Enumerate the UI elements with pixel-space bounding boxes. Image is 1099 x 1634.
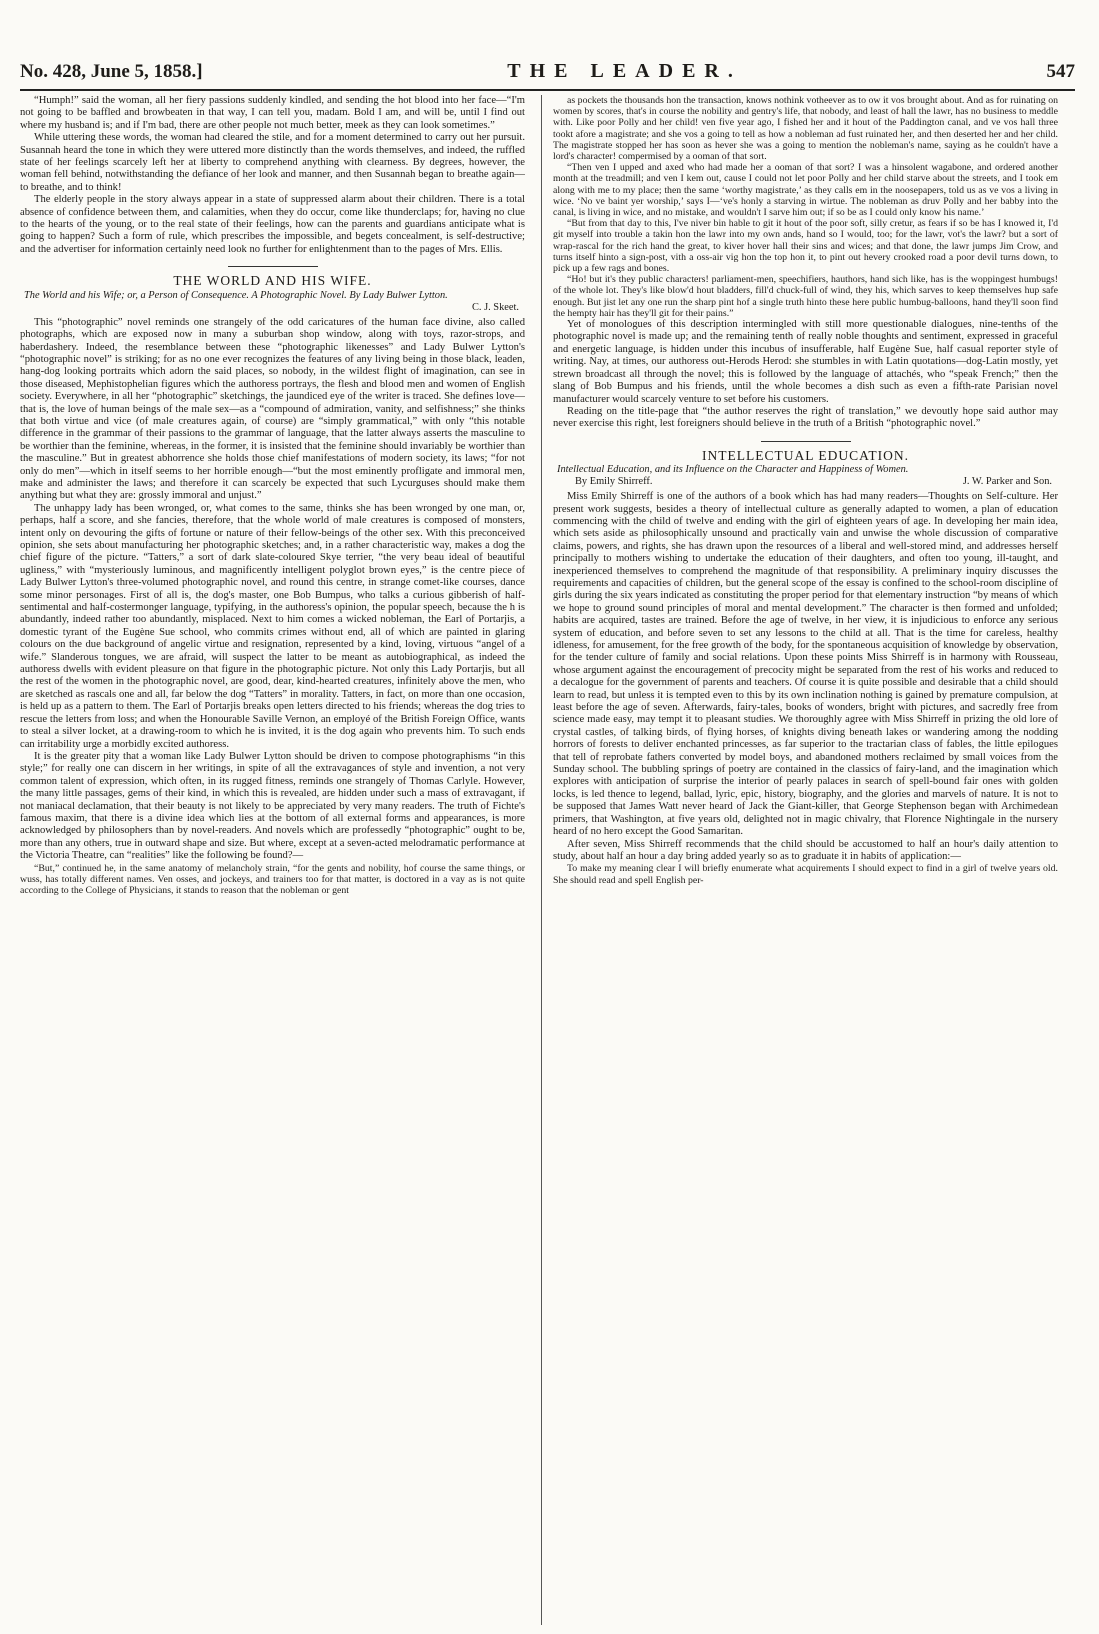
publisher-line (553, 476, 1058, 491)
byline: By Emily Shirreff. (575, 476, 653, 488)
quoted-passage: as pockets the thousands hon the transaction, knows nothink votheever as to ow it vos brought about. And as for ruinating on women by scores, that's in course the nobility and gentry's life, that nobody, and least of hall the lawr, has no business to meddle with. Like poor Polly and her child! ven five year ago, I fished her and it hout of the Paddington canal, and ve vos hall three tookt afore a magistrate; and she vos a going to tell as how a nobleman ad fust ruinated her, and then deserted her and her child. The magistrate stopped her has soon as hever she was a going to mention the nobleman's name, saying as he couldn't have a lord's character! compermised by a ooman of that sort. (553, 95, 1058, 163)
issue-date: No. 428, June 5, 1858.] (20, 61, 203, 82)
publisher: J. W. Parker and Son. (962, 476, 1052, 488)
section-rule (228, 266, 318, 267)
page-number: 547 (1046, 61, 1075, 82)
article-heading: INTELLECTUAL EDUCATION. (702, 447, 909, 463)
paragraph: After seven, Miss Shirreff recommends that the child should be accustomed to half an hour's daily attention to study, about half an hour a day bring added yearly so as to graduate it in habits of application:— (553, 838, 1058, 862)
book-title: Intellectual Education, and its Influence on the Character and Happiness of Women. (557, 464, 909, 476)
quoted-passage: “But,” continued he, in the same anatomy of melancholy strain, “for the gents and nobility, hof course the same things, or wuss, has totally different names. Ven osses, and jockeys, and trainers too for that matter, is doctored in a vay as is not quite according to the College of Physicians, it stands to reason that the nobleman or gent (20, 862, 525, 896)
section-rule (761, 441, 851, 442)
newspaper-title: THE LEADER. (507, 60, 742, 82)
paragraph: This “photographic” novel reminds one strangely of the odd caricatures of the human face divine, also called photographs, which are exposed now in many a suburban shop window, along with toys, razor-strops, and haberdashery. Indeed, the resemblance between these “photographic likenesses” and Lady Bulwer Lytton's “photographic novel” is striking; for as no one ever recognizes the features of any living being in those black, leaden, hang-dog looking portraits which adorn the said places, so nobody, in the wildest flight of imagination, can see in those diseased, Mephistophelian figures which the authoress portrays, the flesh and blood men and women of English society. Everywhere, in all her “photographic” sketchings, the jaundiced eye of the writer is traced. She defines love—that is, the love of human beings of the male sex—as a “compound of admiration, vanity, and selfishness;” she thinks that both virtue and vice (of male creatures again, of course) are “simply grammatical,” with only “this notable difference in the grammar of their passions to the grammar of language, that the latter always asserts the masculine to be worthier than the feminine, whereas, in the former, it is insisted that the feminine should invariably be worthier than the masculine.” But in greatest abhorrence she holds those chief manifestations of modern society, its laws; “for not only do men”—which in itself seems to her horrible enough—“but the most eminently profligate and immoral men, make and administer the laws; and therefore it can scarcely be expected that such Lycurguses should make them anything but what they are: grossly immoral and unjust.” (20, 316, 525, 502)
publisher: C. J. Skeet. (471, 301, 519, 313)
book-title: The World and his Wife; or, a Person of Consequence. A Photographic Novel. By Lady Bulwer Lytton. (24, 289, 448, 301)
publisher-line (20, 302, 525, 317)
quoted-passage: “Then ven I upped and axed who had made her a ooman of that sort? I was a hinsolent wagabone, and ordered another month at the treadmill; and ven I kem out, cause I could not let poor Polly and her child starve about the streets, and I took em along with me to my place; then the same ‘worthy magistrate,’ as they calls em in the noosepapers, told us as ve vos a living in wice. ‘No ve baint yer worship,’ says I—‘ve's honly a starving in wirtue. The nobleman as druv Polly and her babby into the canal, is living in wice, and no mistake, and wouldn't I sarve him out; if so be as I could only know his name.’ (553, 162, 1058, 219)
right-column (553, 95, 1058, 1634)
paragraph: “Humph!” said the woman, all her fiery passions suddenly kindled, and sending the hot blood into her face—“I'm not going to be baffled and browbeaten in that way, I can tell you, madam. Bold I am, and will be, until I find out where my husband is; and if I'm bad, there are other people not much better, meek as they can look sometimes.” (20, 95, 525, 131)
article-heading: THE WORLD AND HIS WIFE. (173, 273, 372, 289)
paragraph: The unhappy lady has been wronged, or, what comes to the same, thinks she has been wronged by one man, or, perhaps, half a score, and she fancies, therefore, that the whole world of male creatures is composed of monsters, intent only on devouring the gifts of fortune or nature of their fellow-beings of the other sex. With this preconceived opinion, she sets about manufacturing her photographic sketches; and, in a rather characteristic way, makes a dog the chief figure of the picture. “Tatters,” a sort of dark slate-coloured Skye terrier, “the very beau ideal of beautiful ugliness,” with “mysteriously luminous, and magnificently intelligent polyglot brown eyes,” is the centre piece of Lady Bulwer Lytton's three-volumed photographic novel, and round this centre, in strange comet-like courses, dance some minor personages. First of all is, the dog's master, one Bob Bumpus, who talks a curious gibberish of half-sentimental and half-costermonger language, typifying, in the authoress's opinion, the popular speech, because the h is abundantly, indeed rather too abundantly, misplaced. Next to him comes a wicked nobleman, the Earl of Portarjis, a domestic tyrant of the Eugène Sue school, who commits crimes without end, all of which are painted in glaring colours on the due background of angelic virtue and resignation, represented by a kind, loving, virtuous “angel of a wife.” Slanderous tongues, we are afraid, will suspect the latter to be meant as autobiographical, as indeed the authoress dwells with evident pleasure on that figure in the photographic picture. Not only this Lady Portarjis, but all the rest of the women in the photographic novel, are good, dear, kind-hearted creatures, infinitely above the men, who are sketched as rascals one and all, far below the dog “Tatters” in morality. Tatters, in fact, on more than one occasion, is held up as a pattern to them. The Earl of Portarjis breaks open letters directed to his friends; whereas the dog tries to rescue the letters from loss; and when the Honourable Saville Vernon, an employé of the British Foreign Office, wants to steal a silver locket, at a drawing-room to which he is invited, it is the dog again who prevents him. To such ends can irritability urge a morbidly excited authoress. (20, 502, 525, 750)
quoted-passage: “Ho! but it's they public characters! parliament-men, speechifiers, hauthors, hand sich like, has is the woppingest humbugs! of the whole lot. They's like blow'd hout bladders, fill'd chuck-full of wind, they his, which sarves to keep themselves hup safe enough. But jist let any one run the sharp pint hof a single truth hinto these here public humbug-balloons, hand they'll soon find the hempty hair has they'll git for their pains.” (553, 274, 1058, 319)
quoted-passage: “But from that day to this, I've niver bin hable to git it hout of the poor soft, silly cretur, as fears if so be has I knowed it, I'd git myself into trouble a takin hon the lawr into my own ands, hand so I would, too; for the lawr, vot's the lawr? but a sort of wrap-rascal for the rich hand the great, to kiver hover hall their sins and wices; and that done, the lawr jumps Jim Crow, and turns itself hinto a sign-post, vith a oss-air vig hon the top hon it, to pint out hevery crooked road a poor devil turns down, to pick up a few rags and bones. (553, 218, 1058, 275)
paragraph: Reading on the title-page that “the author reserves the right of translation,” we devoutly hope said author may never exercise this right, lest foreigners should believe in the truth of a British “photographic novel.” (553, 405, 1058, 430)
paragraph: Miss Emily Shirreff is one of the authors of a book which has had many readers—Thoughts on Self-culture. Her present work suggests, besides a theory of intellectual culture as generally adapted to women, a plan of education commencing with the child of twelve and ending with the girl of eighteen years of age. In developing her main idea, which sets aside as philosophically unsound and practically vain and unwise the whole discussion of comparative claims, powers, and rights, she has drawn upon the resources of a liberal and well-stored mind, and addresses herself principally to mothers wishing to undertake the education of their daughters, and often too young, ill-taught, and inexperienced themselves to comprehend the magnitude of that responsibility. A preliminary inquiry discusses the requirements and capacities of children, but the general scope of the essay is confined to the school-room discipline of girls during the six years indicated as constituting the proper period for that elementary instruction “by means of which we hope to ground sound principles of moral and mental development.” The character is then formed and unfolded; habits are acquired, tastes are trained. Before the age of twelve, in her view, it is injudicious to enforce any serious system of education, and before seven to set any lessons to the child at all. That is the time for careless, healthy idleness, for amusement, for the free growth of the body, for the spontaneous acquisition of knowledge by observation, for the tender culture of family and social relations. Upon these points Miss Shirreff is in harmony with Rousseau, whose argument against the encouragement of precocity might be separated from the rest of his works and reduced to a decalogue for the government of parents and teachers. Of course it is quite possible and desirable that a child should learn to read, but unless it is tempted even to this by its own inclination nothing is gained by premature compulsion, at least before the age of seven. Afterwards, fairy-tales, books of wonders, bright with pictures, and sacredly free from science made easy, may tempt it to pleasant studies. We thoroughly agree with Miss Shirreff in prizing the old lore of crystal castles, of talking birds, of flying horses, of knights diving beneath lakes or wandering among the nodding horrors of forests to deliver enchanted princesses, as far superior to the tractarian class of fables, the little epilogues that tell of reprobate fathers converted by model boys, and abandoned mothers reclaimed by small voices from the Sunday school. The bubbling springs of poetry are contained in the classics of fairy-land, and the imagination which explores with anticipation of surprise the interior of pearly palaces in search of spell-bound fair ones with golden locks, is led thence to legend, ballad, lyric, epic, history, biography, and the glories and marvels of nature. It is not to be supposed that James Watt never heard of Jack the Giant-killer, that George Stephenson began with Archimedean primers, that Washington, at five years old, delighted not in magic chivalry, that Florence Nightingale in the nursery heard of no hero except the Good Samaritan. (553, 491, 1058, 838)
quoted-passage: To make my meaning clear I will briefly enumerate what acquirements I should expect to find in a girl of twelve years old. She should read and spell English per- (553, 863, 1058, 886)
paragraph: It is the greater pity that a woman like Lady Bulwer Lytton should be driven to compose photographisms “in this style;” for really one can discern in her writings, in spite of all the extravagances of style and invention, a not very common talent of expression, which often, in its rugged fitness, reminds one strangely of Thomas Carlyle. However, the many little passages, gems of their kind, in which this is revealed, are hidden under such a mass of extravagant, if not maniacal declamation, that their beauty is not likely to be appreciated by very many readers. The truth of Fichte's famous maxim, that there is a divine idea which lies at the bottom of all external forms and appearances, is more acknowledged by philosophers than by novel-readers. And novels which are professedly “photographic” ought to be, more than any others, true in outward shape and size. But where, except at a seven-acted melodramatic performance at the Victoria Theatre, can “realities” like the following be found?— (20, 750, 525, 862)
column-divider (541, 95, 542, 1625)
paragraph: The elderly people in the story always appear in a state of suppressed alarm about their children. There is a total absence of confidence between them, and calamities, when they do occur, come like thunderclaps; for, having no clue to the hearts of the young, or to the real state of their feelings, how can the parents and guardians anticipate what is going to happen? Such a form of rule, which prescribes the impossible, and begets concealment, is self-destructive; and the advertiser for information certainly need look no further for enlightenment than to the pages of Mrs. Ellis. (20, 194, 525, 255)
left-column (20, 95, 525, 1634)
masthead (20, 60, 1075, 91)
paragraph: While uttering these words, the woman had cleared the stile, and for a moment determined to carry out her pursuit. Susannah heard the tone in which they were uttered more distinctly than the words themselves, and indeed, the ruffled state of her feelings scarcely left her at liberty to comprehend anything with clearness. By degrees, however, the woman fell behind, notwithstanding the defiance of her look and manner, and then Susannah began to breathe again—to breathe, and to think! (20, 132, 525, 193)
paragraph: Yet of monologues of this description intermingled with still more questionable dialogues, nine-tenths of the photographic novel is made up; and the remaining tenth of really noble thoughts and sentiment, expressed in graceful and energetic language, is hidden under this incubus of insufferable, half Eugène Sue, half casual reporter style of writing. Nay, at times, our authoress out-Herods Herod: she stumbles in with Latin quotations—dog-Latin mostly, yet strewn broadcast all through the novel; this is followed by the language of attachés, who “speak French;” then the slang of Bob Bumpus and his friends, until the whole becomes a dish such as even a fifth-rate Parisian novel manufacturer would scarcely venture to set before his customers. (553, 319, 1058, 405)
